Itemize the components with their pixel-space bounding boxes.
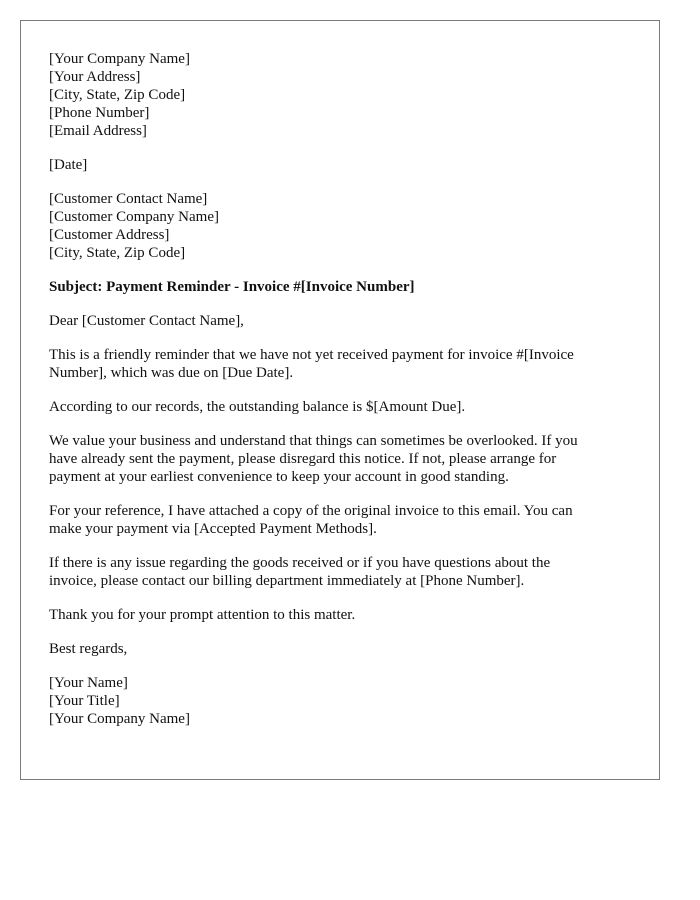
body-paragraph-issues: [49, 554, 631, 590]
recipient-address: [Customer Address]: [49, 227, 170, 243]
signature-block: [49, 674, 631, 728]
closing: Best regards,: [49, 641, 128, 657]
body-paragraph-value: [49, 432, 631, 486]
subject-line: [49, 278, 631, 296]
body-paragraph-thanks: [49, 606, 631, 624]
sender-phone: [Phone Number]: [49, 105, 150, 121]
signature-title: [Your Title]: [49, 693, 120, 709]
body-line: Thank you for your prompt attention to this matter.: [49, 607, 356, 623]
body-paragraph-reminder: [49, 346, 631, 382]
signature-name: [Your Name]: [49, 675, 128, 691]
body-line: make your payment via [Accepted Payment Methods].: [49, 521, 377, 537]
body-line: Number], which was due on [Due Date].: [49, 365, 294, 381]
body-line: payment at your earliest convenience to keep your account in good standing.: [49, 469, 509, 485]
sender-email: [Email Address]: [49, 123, 147, 139]
recipient-city-state-zip: [City, State, Zip Code]: [49, 245, 186, 261]
recipient-company: [Customer Company Name]: [49, 209, 219, 225]
body-paragraph-balance: [49, 398, 631, 416]
recipient-contact-name: [Customer Contact Name]: [49, 191, 208, 207]
body-line: have already sent the payment, please disregard this notice. If not, please arrange for: [49, 451, 557, 467]
signature-company: [Your Company Name]: [49, 711, 190, 727]
body-line: For your reference, I have attached a copy of the original invoice to this email. You can: [49, 503, 573, 519]
closing-block: [49, 640, 631, 658]
body-line: According to our records, the outstanding balance is $[Amount Due].: [49, 399, 466, 415]
body-line: invoice, please contact our billing department immediately at [Phone Number].: [49, 573, 525, 589]
recipient-block: [49, 190, 631, 262]
salutation: Dear [Customer Contact Name],: [49, 313, 244, 329]
sender-block: [49, 50, 631, 140]
letter-date: [Date]: [49, 157, 88, 173]
sender-address: [Your Address]: [49, 69, 141, 85]
body-line: This is a friendly reminder that we have not yet received payment for invoice #[Invoice: [49, 347, 574, 363]
sender-city-state-zip: [City, State, Zip Code]: [49, 87, 186, 103]
body-line: We value your business and understand that things can sometimes be overlooked. If you: [49, 433, 578, 449]
body-line: If there is any issue regarding the goods received or if you have questions about the: [49, 555, 551, 571]
subject-text: Subject: Payment Reminder - Invoice #[Invoice Number]: [49, 279, 415, 295]
date-block: [49, 156, 631, 174]
sender-company: [Your Company Name]: [49, 51, 190, 67]
letter-page: [20, 20, 660, 780]
body-paragraph-reference: [49, 502, 631, 538]
salutation-block: [49, 312, 631, 330]
